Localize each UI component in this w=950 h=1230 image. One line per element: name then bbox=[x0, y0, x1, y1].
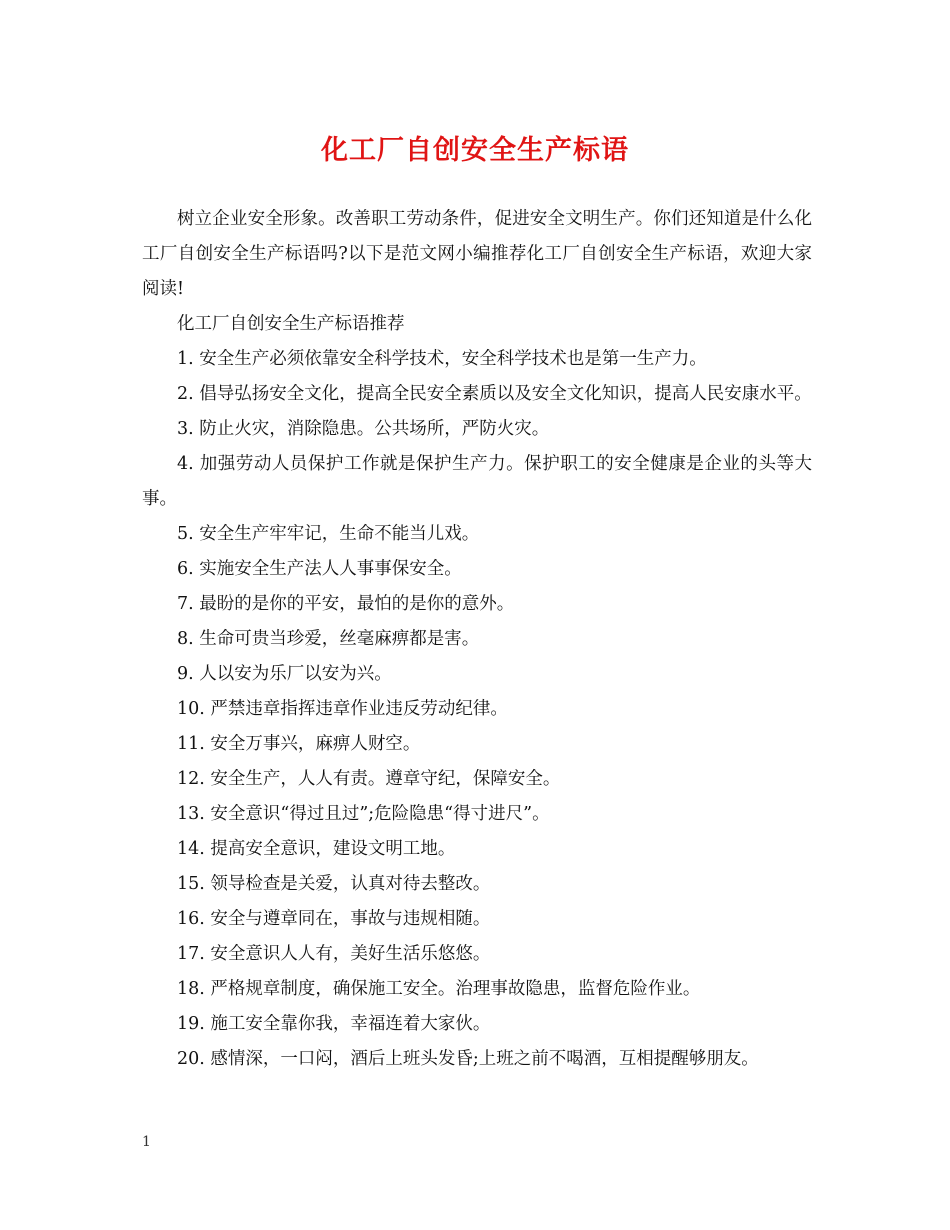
slogan-item-12: 12. 安全生产，人人有责。遵章守纪，保障安全。 bbox=[177, 769, 561, 789]
slogan-item-6: 6. 实施安全生产法人人事事保安全。 bbox=[177, 559, 462, 579]
slogan-item-5: 5. 安全生产牢牢记，生命不能当儿戏。 bbox=[177, 524, 480, 544]
intro-paragraph: 树立企业安全形象。改善职工劳动条件，促进安全文明生产。你们还知道是什么化工厂自创安全生产标语吗?以下是范文网小编推荐化工厂自创安全生产标语，欢迎大家阅读! bbox=[142, 209, 812, 299]
slogan-item-18: 18. 严格规章制度，确保施工安全。治理事故隐患，监督危险作业。 bbox=[177, 979, 701, 999]
slogan-item-7: 7. 最盼的是你的平安，最怕的是你的意外。 bbox=[177, 594, 515, 614]
slogan-item-8: 8. 生命可贵当珍爱，丝毫麻痹都是害。 bbox=[177, 629, 480, 649]
slogan-item-15: 15. 领导检查是关爱，认真对待去整改。 bbox=[177, 874, 491, 894]
slogan-item-17: 17. 安全意识人人有，美好生活乐悠悠。 bbox=[177, 944, 491, 964]
slogan-item-2: 2. 倡导弘扬安全文化，提高全民安全素质以及安全文化知识，提高人民安康水平。 bbox=[177, 384, 812, 404]
subheading: 化工厂自创安全生产标语推荐 bbox=[177, 314, 405, 334]
page-title: 化工厂自创安全生产标语 bbox=[321, 135, 629, 166]
slogan-item-20: 20. 感情深，一口闷，酒后上班头发昏;上班之前不喝酒，互相提醒够朋友。 bbox=[177, 1049, 759, 1069]
slogan-item-14: 14. 提高安全意识，建设文明工地。 bbox=[177, 839, 456, 859]
slogan-item-16: 16. 安全与遵章同在，事故与违规相随。 bbox=[177, 909, 491, 929]
page-number: 1 bbox=[142, 1134, 151, 1150]
slogan-item-3: 3. 防止火灾，消除隐患。公共场所，严防火灾。 bbox=[177, 419, 550, 439]
slogan-item-9: 9. 人以安为乐厂以安为兴。 bbox=[177, 664, 392, 684]
slogan-item-13: 13. 安全意识“得过且过”;危险隐患“得寸进尺”。 bbox=[177, 804, 550, 824]
slogan-item-19: 19. 施工安全靠你我，幸福连着大家伙。 bbox=[177, 1014, 491, 1034]
slogan-item-4: 4. 加强劳动人员保护工作就是保护生产力。保护职工的安全健康是企业的头等大事。 bbox=[142, 454, 812, 509]
slogan-item-1: 1. 安全生产必须依靠安全科学技术，安全科学技术也是第一生产力。 bbox=[177, 349, 707, 369]
slogan-item-10: 10. 严禁违章指挥违章作业违反劳动纪律。 bbox=[177, 699, 508, 719]
document-body bbox=[142, 202, 812, 1077]
slogan-item-11: 11. 安全万事兴，麻痹人财空。 bbox=[177, 734, 421, 754]
